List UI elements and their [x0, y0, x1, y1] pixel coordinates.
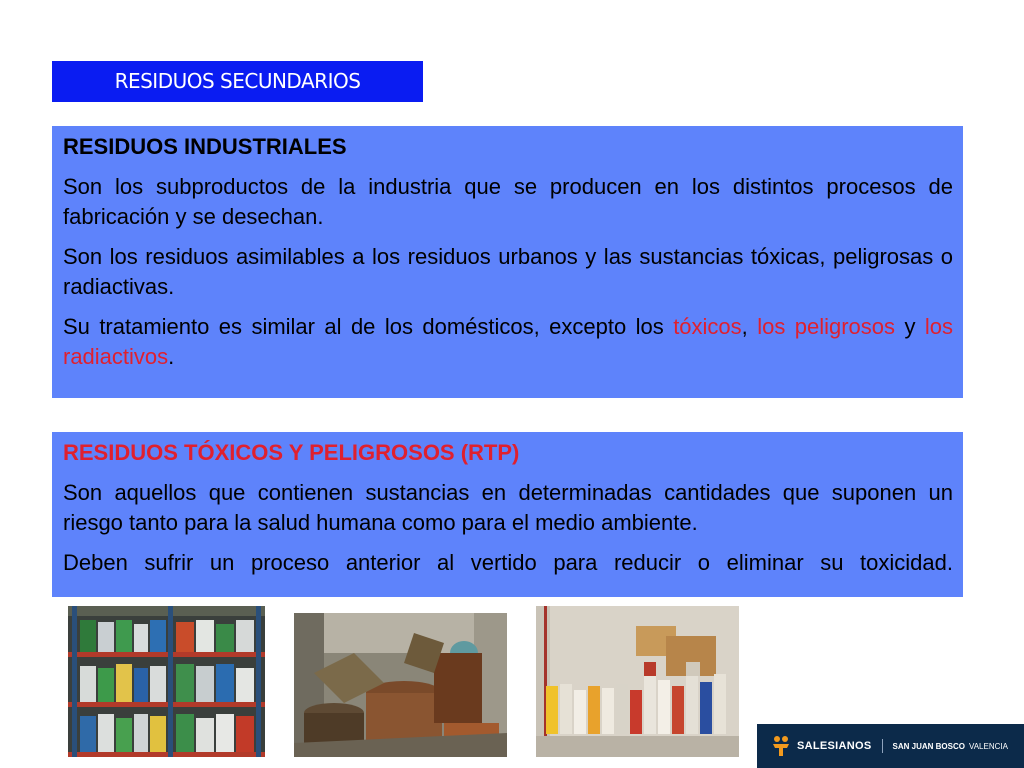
slide-title: RESIDUOS SECUNDARIOS	[52, 61, 423, 102]
highlight-toxicos: tóxicos	[673, 314, 742, 339]
photo-rusty-drums-debris	[294, 613, 507, 757]
treatment-period: .	[168, 344, 175, 369]
toxic-waste-definition: Son aquellos que contienen sustancias en determinadas cantidades que suponen un riesgo tanto para la salud humana como para el medio ambiente.	[63, 480, 953, 535]
footer-brand	[757, 724, 1024, 768]
panel-industrial-waste	[52, 126, 963, 398]
treatment-and: y	[895, 314, 925, 339]
industrial-waste-treatment	[63, 312, 953, 372]
treatment-text: Su tratamiento es similar al de los domésticos, excepto los	[63, 314, 674, 339]
photo-chemical-containers	[536, 606, 739, 757]
panel-toxic-waste	[52, 432, 963, 597]
industrial-waste-definition: Son los subproductos de la industria que se producen en los distintos procesos de fabricación y se desechan.	[63, 174, 953, 229]
brand-separator	[882, 739, 883, 753]
highlight-radiactivos: los radiactivos	[63, 314, 953, 369]
industrial-waste-heading: RESIDUOS INDUSTRIALES	[63, 134, 347, 159]
highlight-peligrosos: los peligrosos	[757, 314, 896, 339]
photo-barrels-on-shelves	[68, 606, 265, 757]
salesianos-logo-icon	[771, 735, 791, 757]
brand-school: SAN JUAN BOSCO	[892, 741, 965, 751]
industrial-waste-types: Son los residuos asimilables a los residuos urbanos y las sustancias tóxicas, peligrosas o radiactivas.	[63, 244, 953, 299]
brand-name: SALESIANOS	[797, 740, 872, 752]
brand-city: VALENCIA	[968, 741, 1008, 751]
toxic-waste-treatment: Deben sufrir un proceso anterior al vertido para reducir o eliminar su toxicidad.	[63, 550, 953, 575]
toxic-waste-heading: RESIDUOS TÓXICOS Y PELIGROSOS (RTP)	[63, 440, 520, 465]
treatment-comma: ,	[741, 314, 758, 339]
